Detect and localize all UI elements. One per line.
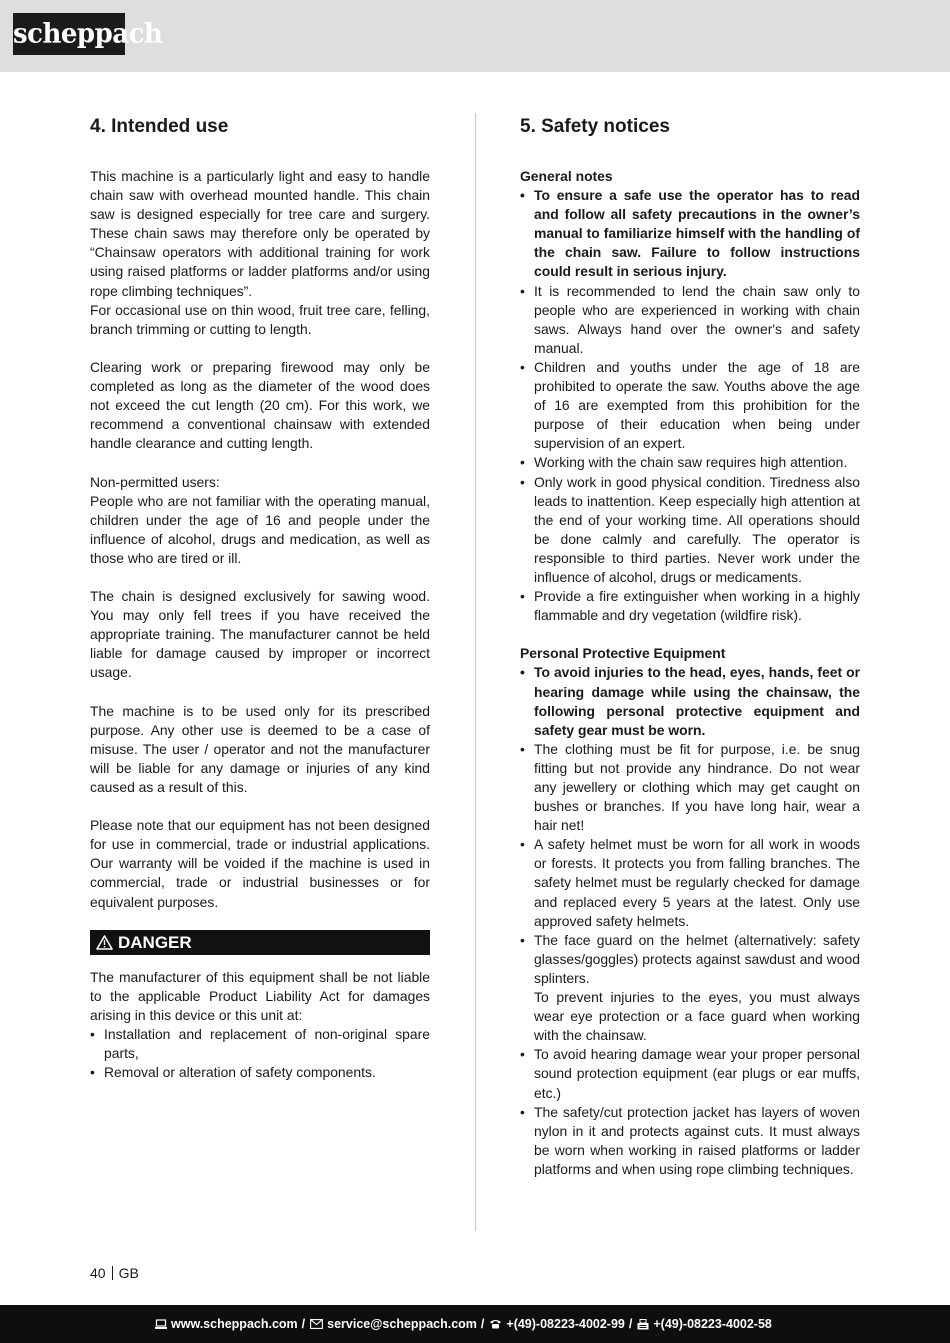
danger-bullet-list	[90, 1025, 430, 1082]
general-notes-heading: General notes	[520, 168, 613, 184]
list-item	[520, 931, 860, 1046]
list-item: • It is recommended to lend the chain saw only to people who are experienced in working with chain saws. Always hand over the owner's and safety manual.	[520, 282, 860, 358]
list-item: • Children and youths under the age of 18 are prohibited to operate the saw. Youths above the age of 16 are exempted from this prohibition for the purpose of their education when being under supervision of an expert.	[520, 358, 860, 453]
danger-banner	[90, 930, 430, 955]
danger-label: DANGER	[118, 932, 192, 952]
footer-email[interactable]: service@scheppach.com	[327, 1317, 477, 1331]
fax-icon	[637, 1319, 649, 1330]
list-item: • Working with the chain saw requires high attention.	[520, 453, 860, 472]
page-number: 40	[90, 1265, 106, 1281]
list-item: • A safety helmet must be worn for all work in woods or forests. It protects you from falling branches. The safety helmet must be regularly checked for damage and replaced every 5 years at the latest. Only use approved safety helmets.	[520, 835, 860, 930]
list-item: • The clothing must be fit for purpose, i.e. be snug fitting but not provide any hindrance. Do not wear any jewellery or clothing which may get caught on bushes or branches. If you have long hair, wear a hair net!	[520, 740, 860, 835]
warning-triangle-icon	[96, 935, 113, 950]
list-item: • To avoid injuries to the head, eyes, hands, feet or hearing damage while using the chainsaw, the following personal protective equipment and safety gear must be worn.	[520, 663, 860, 739]
list-item: • Provide a fire extinguisher when working in a highly flammable and dry vegetation (wildfire risk).	[520, 587, 860, 625]
intended-use-paragraph-2: For occasional use on thin wood, fruit tree care, felling, branch trimming or cutting to length.	[90, 301, 430, 337]
page-number-block	[90, 1264, 139, 1282]
non-permitted-users-text: People who are not familiar with the operating manual, children under the age of 16 and people under the influence of alcohol, drugs and medication, as well as those who are tired or ill.	[90, 492, 430, 566]
computer-icon	[155, 1319, 167, 1330]
left-column	[90, 114, 430, 1082]
intended-use-paragraph-5: The chain is designed exclusively for sawing wood. You may only fell trees if you have received the appropriate training. The manufacturer cannot be held liable for damage caused by improper or incorrect usage.	[90, 588, 430, 681]
mail-icon	[310, 1319, 323, 1329]
footer-fax[interactable]: +(49)-08223-4002-58	[653, 1317, 772, 1331]
list-item: • Only work in good physical condition. Tiredness also leads to inattention. Keep especially high attention at the end of your working time. All operations should be done calmly and carefully. The operator is responsible to third parties. Never work under the influence of alcohol, drugs or medicaments.	[520, 473, 860, 588]
general-notes-list	[520, 186, 860, 625]
list-item: • To avoid hearing damage wear your proper personal sound protection equipment (ear plugs or ear muffs, etc.)	[520, 1045, 860, 1102]
face-guard-text: The face guard on the helmet (alternatively: safety glasses/goggles) protects against sawdust and wood splinters.	[534, 931, 860, 986]
column-divider	[475, 113, 476, 1231]
face-guard-extra-text: To prevent injuries to the eyes, you must always wear eye protection or a face guard when working with the chainsaw.	[534, 989, 860, 1044]
list-item: • Removal or alteration of safety components.	[90, 1063, 430, 1082]
contact-footer: www.scheppach.com / service@scheppach.com / +(49)-08223-4002-99 / +(49)-08223-4002-58	[0, 1305, 950, 1343]
ppe-list	[520, 663, 860, 1179]
list-item: • To ensure a safe use the operator has to read and follow all safety precautions in the owner’s manual to familiarize himself with the handling of the chain saw. Failure to follow instructions could result in serious injury.	[520, 186, 860, 281]
phone-icon	[489, 1319, 502, 1329]
intended-use-paragraph-7: Please note that our equipment has not been designed for use in commercial, trade or industrial applications. Our warranty will be voided if the machine is used in commercial, trade or industrial businesses or for equivalent purposes.	[90, 817, 430, 910]
section-title-intended-use: 4. Intended use	[90, 116, 229, 137]
right-column	[520, 114, 860, 1179]
section-title-safety-notices: 5. Safety notices	[520, 116, 670, 137]
list-item: • The safety/cut protection jacket has layers of woven nylon in it and protects against cuts. It must always be worn when working in raised platforms or ladder platforms and when using rope climbing techniques.	[520, 1103, 860, 1179]
intended-use-paragraph-3: Clearing work or preparing firewood may only be completed as long as the diameter of the wood does not exceed the cut length (20 cm). For this work, we recommend a conventional chainsaw with extended handle clearance and cutting length.	[90, 358, 430, 452]
intended-use-paragraph-6: The machine is to be used only for its prescribed purpose. Any other use is deemed to be a case of misuse. The user / operator and not the manufacturer will be liable for any damage or injuries of any kind caused as a result of this.	[90, 702, 430, 795]
intended-use-paragraph-1: This machine is a particularly light and easy to handle chain saw with overhead mounted handle. This chain saw is designed especially for tree care and surgery. These chain saws may therefore only be operated by “Chainsaw operators with additional training for work using raised platforms or ladder platforms and/or using rope climbing techniques”.	[90, 168, 430, 299]
header-band	[0, 0, 950, 72]
page-language: GB	[118, 1265, 139, 1281]
non-permitted-users-label: Non-permitted users:	[90, 473, 220, 490]
brand-logo: scheppach	[13, 13, 125, 55]
ppe-heading: Personal Protective Equipment	[520, 645, 726, 662]
danger-paragraph: The manufacturer of this equipment shall be not liable to the applicable Product Liability Act for damages arising in this device or this unit at:	[90, 968, 430, 1023]
footer-phone[interactable]: +(49)-08223-4002-99	[506, 1317, 625, 1331]
list-item: • Installation and replacement of non-original spare parts,	[90, 1025, 430, 1063]
footer-website[interactable]: www.scheppach.com	[171, 1317, 298, 1331]
